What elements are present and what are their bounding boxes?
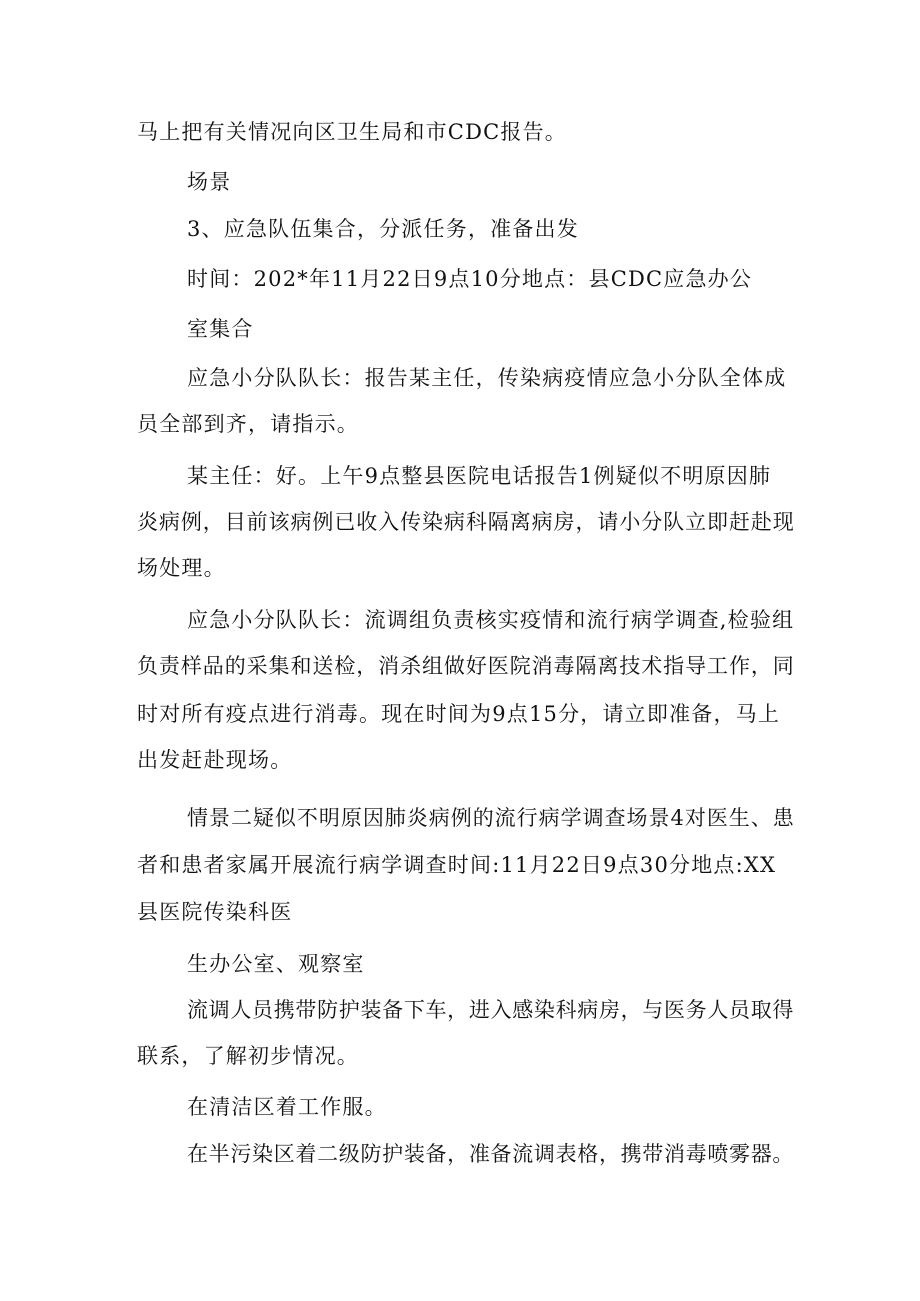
clean-zone-step: 在清洁区着工作服。 bbox=[187, 1095, 387, 1119]
director-instruction-2: 炎病例，目前该病例已收入传染病科隔离病房，请小分队立即赶赴现 bbox=[137, 510, 795, 534]
scene-heading: 场景 bbox=[187, 170, 232, 194]
task-assignment-4: 出发赶赴现场。 bbox=[137, 748, 293, 772]
scenario-two-location: 生办公室、观察室 bbox=[187, 952, 365, 976]
task-assignment-3: 时对所有疫点进行消毒。现在时间为9点15分，请立即准备，马上 bbox=[137, 702, 781, 726]
task-assignment-2: 负责样品的采集和送检，消杀组做好医院消毒隔离技术指导工作，同 bbox=[137, 654, 795, 678]
text-line-1: 马上把有关情况向区卫生局和市CDC报告。 bbox=[137, 120, 567, 144]
location-continuation: 室集合 bbox=[187, 317, 254, 341]
scenario-two-1: 情景二疑似不明原因肺炎病例的流行病学调查场景4对医生、患 bbox=[187, 806, 795, 830]
scene-3-title: 3、应急队伍集合，分派任务，准备出发 bbox=[187, 217, 579, 241]
scenario-two-2: 者和患者家属开展流行病学调查时间:11月22日9点30分地点:XX bbox=[137, 853, 777, 877]
investigator-action-1: 流调人员携带防护装备下车，进入感染科病房，与医务人员取得 bbox=[187, 998, 795, 1022]
scenario-two-3: 县医院传染科医 bbox=[137, 900, 293, 924]
team-leader-report-2: 员全部到齐，请指示。 bbox=[137, 412, 359, 436]
investigator-action-2: 联系，了解初步情况。 bbox=[137, 1044, 359, 1068]
team-leader-report-1: 应急小分队队长：报告某主任，传染病疫情应急小分队全体成 bbox=[187, 366, 787, 390]
task-assignment-1: 应急小分队队长：流调组负责核实疫情和流行病学调查,检验组 bbox=[187, 608, 795, 632]
director-instruction-3: 场处理。 bbox=[137, 556, 226, 580]
semi-contaminated-zone-step: 在半污染区着二级防护装备，准备流调表格，携带消毒喷雾器。 bbox=[187, 1142, 795, 1166]
time-location-line: 时间：202*年11月22日9点10分地点：县CDC应急办公 bbox=[187, 267, 753, 291]
director-instruction-1: 某主任：好。上午9点整县医院电话报告1例疑似不明原因肺 bbox=[187, 464, 772, 488]
